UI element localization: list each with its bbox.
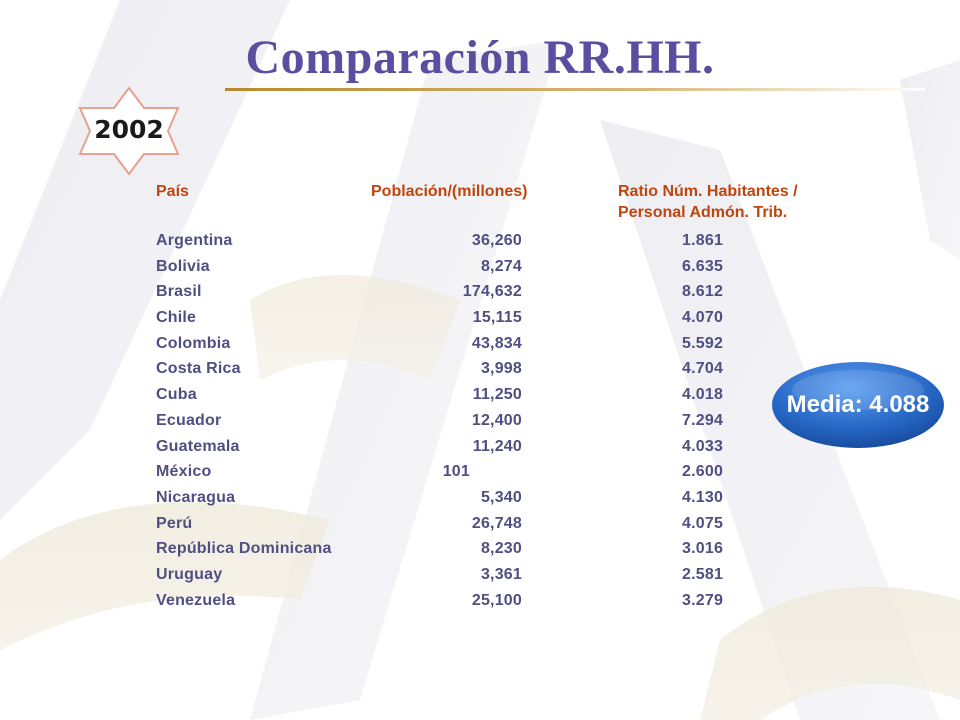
cell-ratio: 4.070 — [682, 309, 724, 327]
cell-pais: México — [156, 463, 212, 481]
table-row — [0, 462, 960, 488]
cell-pais: Colombia — [156, 334, 231, 352]
cell-pais: Uruguay — [156, 565, 223, 583]
header-ratio-line1: Ratio Núm. Habitantes / — [618, 183, 798, 200]
table-row — [0, 257, 960, 283]
header-poblacion: Población/(millones) — [371, 183, 528, 200]
cell-ratio: 6.635 — [682, 257, 724, 275]
cell-ratio: 8.612 — [682, 283, 724, 301]
cell-ratio: 4.018 — [682, 386, 724, 404]
header-ratio — [618, 181, 798, 223]
cell-poblacion: 3,361 — [480, 565, 522, 583]
cell-ratio: 4.033 — [682, 437, 724, 455]
table-row — [0, 488, 960, 514]
cell-pais: Cuba — [156, 386, 197, 404]
table-row — [0, 282, 960, 308]
cell-pais: Brasil — [156, 283, 202, 301]
cell-poblacion: 5,340 — [480, 488, 522, 506]
cell-poblacion: 3,998 — [480, 360, 522, 378]
cell-pais: Argentina — [156, 232, 233, 249]
cell-ratio: 2.600 — [682, 463, 724, 481]
cell-poblacion: 26,748 — [471, 514, 522, 532]
cell-poblacion: 8,230 — [480, 540, 522, 558]
cell-pais: República Dominicana — [156, 540, 332, 558]
cell-ratio: 7.294 — [682, 411, 724, 429]
cell-poblacion: 36,260 — [471, 232, 522, 249]
year-label: 2002 — [94, 115, 164, 144]
cell-pais: Nicaragua — [156, 488, 236, 506]
cell-ratio: 1.861 — [682, 232, 724, 249]
cell-pais: Guatemala — [156, 437, 240, 455]
page-title: Comparación RR.HH. — [245, 31, 715, 84]
cell-poblacion: 15,115 — [472, 309, 522, 327]
cell-pais: Venezuela — [156, 591, 236, 609]
cell-poblacion: 25,100 — [471, 591, 522, 609]
cell-poblacion: 8,274 — [480, 257, 522, 275]
cell-pais: Costa Rica — [156, 360, 241, 378]
cell-ratio: 2.581 — [682, 565, 724, 583]
table-row — [0, 591, 960, 617]
cell-poblacion: 11,250 — [472, 386, 522, 404]
table-row — [0, 308, 960, 334]
cell-poblacion: 12,400 — [471, 411, 522, 429]
cell-ratio: 4.704 — [682, 360, 724, 378]
cell-poblacion: 174,632 — [462, 283, 522, 301]
cell-pais: Perú — [156, 514, 193, 532]
cell-poblacion: 43,834 — [471, 334, 522, 352]
cell-ratio: 3.016 — [682, 540, 724, 558]
cell-poblacion: 101 — [442, 463, 470, 481]
table-row — [0, 334, 960, 360]
table-row — [0, 231, 960, 257]
cell-pais: Chile — [156, 309, 197, 327]
cell-ratio: 3.279 — [682, 591, 724, 609]
header-pais: País — [156, 183, 189, 200]
table-row — [0, 514, 960, 540]
cell-ratio: 4.130 — [682, 488, 724, 506]
table-row — [0, 539, 960, 565]
cell-ratio: 4.075 — [682, 514, 724, 532]
cell-poblacion: 11,240 — [472, 437, 522, 455]
cell-pais: Bolivia — [156, 257, 210, 275]
cell-ratio: 5.592 — [682, 334, 724, 352]
header-ratio-line2: Personal Admón. Trib. — [618, 204, 788, 221]
title-underline — [225, 88, 925, 91]
table-row — [0, 565, 960, 591]
media-label: Media: 4.088 — [786, 391, 930, 418]
cell-pais: Ecuador — [156, 411, 222, 429]
